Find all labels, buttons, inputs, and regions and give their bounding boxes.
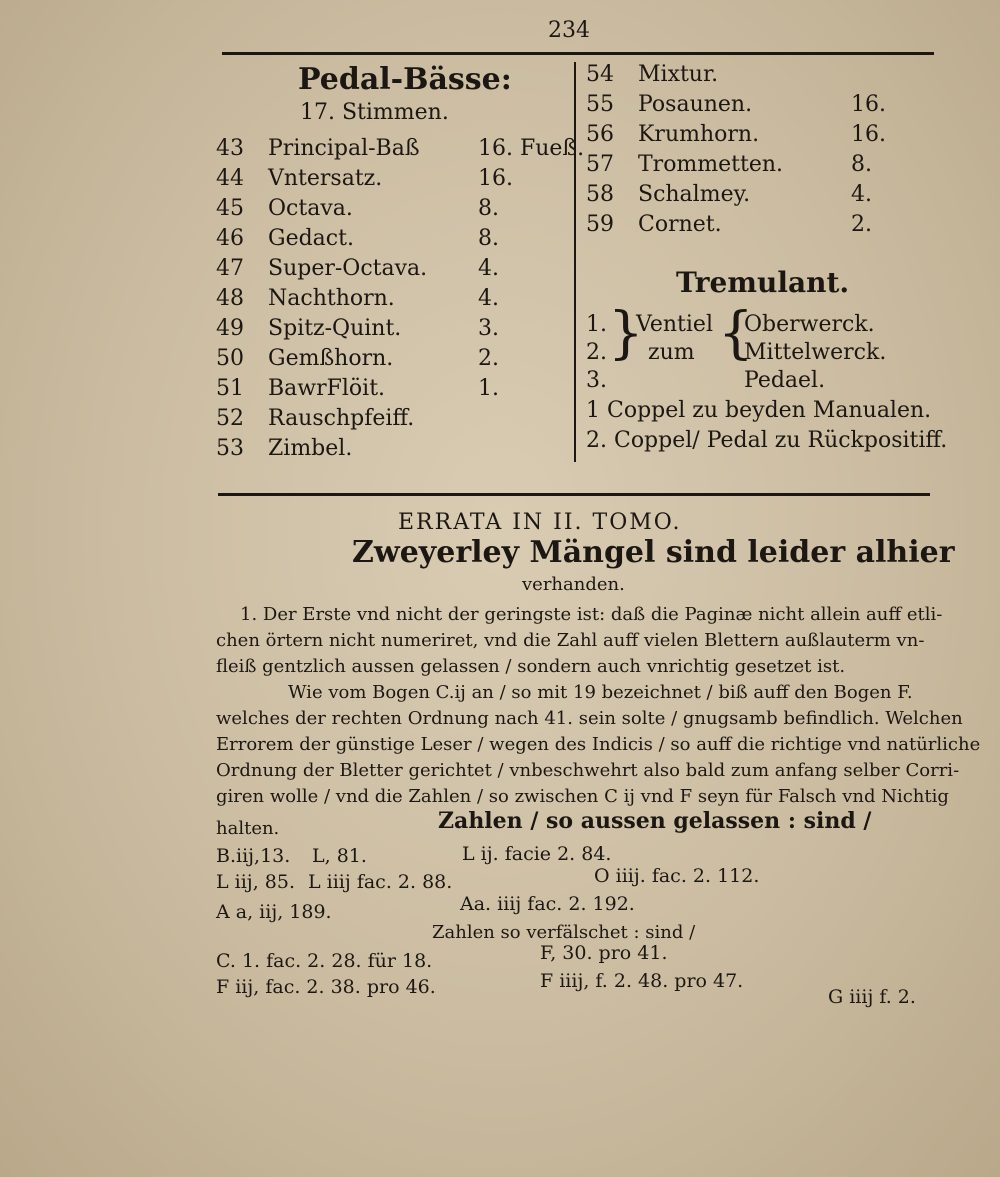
omitted-entry: L iij, 85.	[216, 871, 295, 893]
omitted-entry: A a, iij, 189.	[216, 901, 332, 923]
omitted-entry: B.iij,13.	[216, 845, 291, 867]
falsified-entry: F iiij, f. 2. 48. pro 47.	[540, 970, 744, 992]
errata-title: ERRATA IN II. TOMO.	[398, 510, 682, 535]
tremulant-num-3: 3.	[586, 368, 607, 393]
errata-line: halten.	[216, 818, 280, 839]
errata-line: chen örtern nicht numeriret, vnd die Zahl auff vielen Blettern außlauterm vn-	[216, 630, 925, 651]
tremulant-target-2: Mittelwerck.	[744, 340, 887, 365]
left-brace: }	[608, 301, 644, 366]
omitted-entry: L iiij fac. 2. 88.	[308, 871, 453, 893]
tremulant-title: Tremulant.	[676, 266, 850, 299]
omitted-heading: Zahlen / so aussen gelassen : sind /	[438, 808, 872, 834]
errata-line: Wie vom Bogen C.ij an / so mit 19 bezeichnet / biß auff den Bogen F.	[288, 682, 913, 703]
errata-subtitle: Zweyerley Mängel sind leider alhier	[352, 535, 955, 570]
omitted-entry: L, 81.	[312, 845, 367, 867]
falsified-entry: F, 30. pro 41.	[540, 942, 668, 964]
book-page: 234 Pedal-Bässe: 17. Stimmen. 43 Principal-Baß 16. Fueß. 44 Vntersatz. 16. 45 Octava. 8. 46 Gedact. 8. 47 Super-Octava. 4. 48 Nachthorn. 4. 49 Spitz-Quint. 3. 50 Gemßhorn. 2. 51 BawrFlöit. 1. 52 Rauschpfeiff. 53 Zimbel. 54 Mixtur. 55 Posaunen. 16. 56 Krumhorn. 16. 57 Trommetten. 8. 58 Schalmey. 4. 59 Cornet. 2. Tremulant. 1. 2. 3. } Ventiel zum { Oberwerck. Mittelwerck. Pedael. 1 Coppel zu beyden Manualen. 2. Coppel/ Pedal zu Rückpositiff. ERRATA IN II. TOMO. Zweyerley Mängel sind leider alhier verhanden. 1. Der Erste vnd nicht der geringste ist: daß die Paginæ nicht allein auff etli- chen örtern nicht numeriret, vnd die Zahl auff vielen Blettern außlauterm vn- fleiß gentzlich aussen gelassen / sondern auch vnrichtig gesetzet ist. Wie vom Bogen C.ij an / so mit 19 bezeichnet / biß auff den Bogen F. welches der rechten Ordnung nach 41. sein solte / gnugsamb befindlich. Welchen Errorem der günstige Leser / wegen des Indicis / so auff die richtige vnd natürliche Ordnung der Bletter gerichtet / vnbeschwehrt also bald zum anfang selber Corri- giren wolle / vnd die Zahlen / so zwischen C ij vnd F seyn für Falsch vnd Nichtig halten. Zahlen / so aussen gelassen : sind / B.iij,13. L, 81. L ij. facie 2. 84. L iij, 85. L iiij fac. 2. 88. O iiij. fac. 2. 112. A a, iij, 189. Aa. iiij fac. 2. 192. Zahlen so verfälschet : sind / C. 1. fac. 2. 28. für 18. F, 30. pro 41. F iij, fac. 2. 38. pro 46. F iiij, f. 2. 48. pro 47. G iiij f. 2.	[216, 18, 981, 1008]
middle-rule	[218, 493, 930, 496]
coppel-2: 2. Coppel/ Pedal zu Rückpositiff.	[586, 428, 948, 453]
falsified-entry: C. 1. fac. 2. 28. für 18.	[216, 950, 433, 972]
errata-line: Errorem der günstige Leser / wegen des Indicis / so auff die richtige vnd natürliche	[216, 734, 981, 755]
pedal-title: Pedal-Bässe:	[298, 62, 512, 97]
errata-line: Ordnung der Bletter gerichtet / vnbeschwehrt also bald zum anfang selber Corri-	[216, 760, 960, 781]
errata-subtitle-2: verhanden.	[522, 574, 625, 595]
errata-line: fleiß gentzlich aussen gelassen / sondern auch vnrichtig gesetzet ist.	[216, 656, 846, 677]
falsified-heading: Zahlen so verfälschet : sind /	[432, 922, 696, 943]
tremulant-ventiel: Ventiel	[636, 312, 713, 337]
tremulant-target-3: Pedael.	[744, 368, 826, 393]
coppel-1: 1 Coppel zu beyden Manualen.	[586, 398, 932, 423]
top-rule	[222, 52, 934, 55]
omitted-entry: O iiij. fac. 2. 112.	[594, 865, 760, 887]
falsified-entry: F iij, fac. 2. 38. pro 46.	[216, 976, 436, 998]
errata-line: 1. Der Erste vnd nicht der geringste ist: daß die Paginæ nicht allein auff etli-	[240, 604, 943, 625]
omitted-entry: L ij. facie 2. 84.	[462, 843, 612, 865]
page-number: 234	[548, 18, 590, 43]
errata-line: welches der rechten Ordnung nach 41. sein solte / gnugsamb befindlich. Welchen	[216, 708, 963, 729]
omitted-entry: Aa. iiij fac. 2. 192.	[460, 893, 635, 915]
right-brace: {	[718, 301, 754, 366]
falsified-entry: G iiij f. 2.	[828, 986, 916, 1008]
column-divider	[574, 62, 576, 462]
pedal-subtitle: 17. Stimmen.	[300, 100, 449, 125]
tremulant-target-1: Oberwerck.	[744, 312, 875, 337]
tremulant-zum: zum	[648, 340, 695, 365]
tremulant-num-2: 2.	[586, 340, 607, 365]
tremulant-num-1: 1.	[586, 312, 607, 337]
errata-line: giren wolle / vnd die Zahlen / so zwischen C ij vnd F seyn für Falsch vnd Nichtig	[216, 786, 949, 807]
